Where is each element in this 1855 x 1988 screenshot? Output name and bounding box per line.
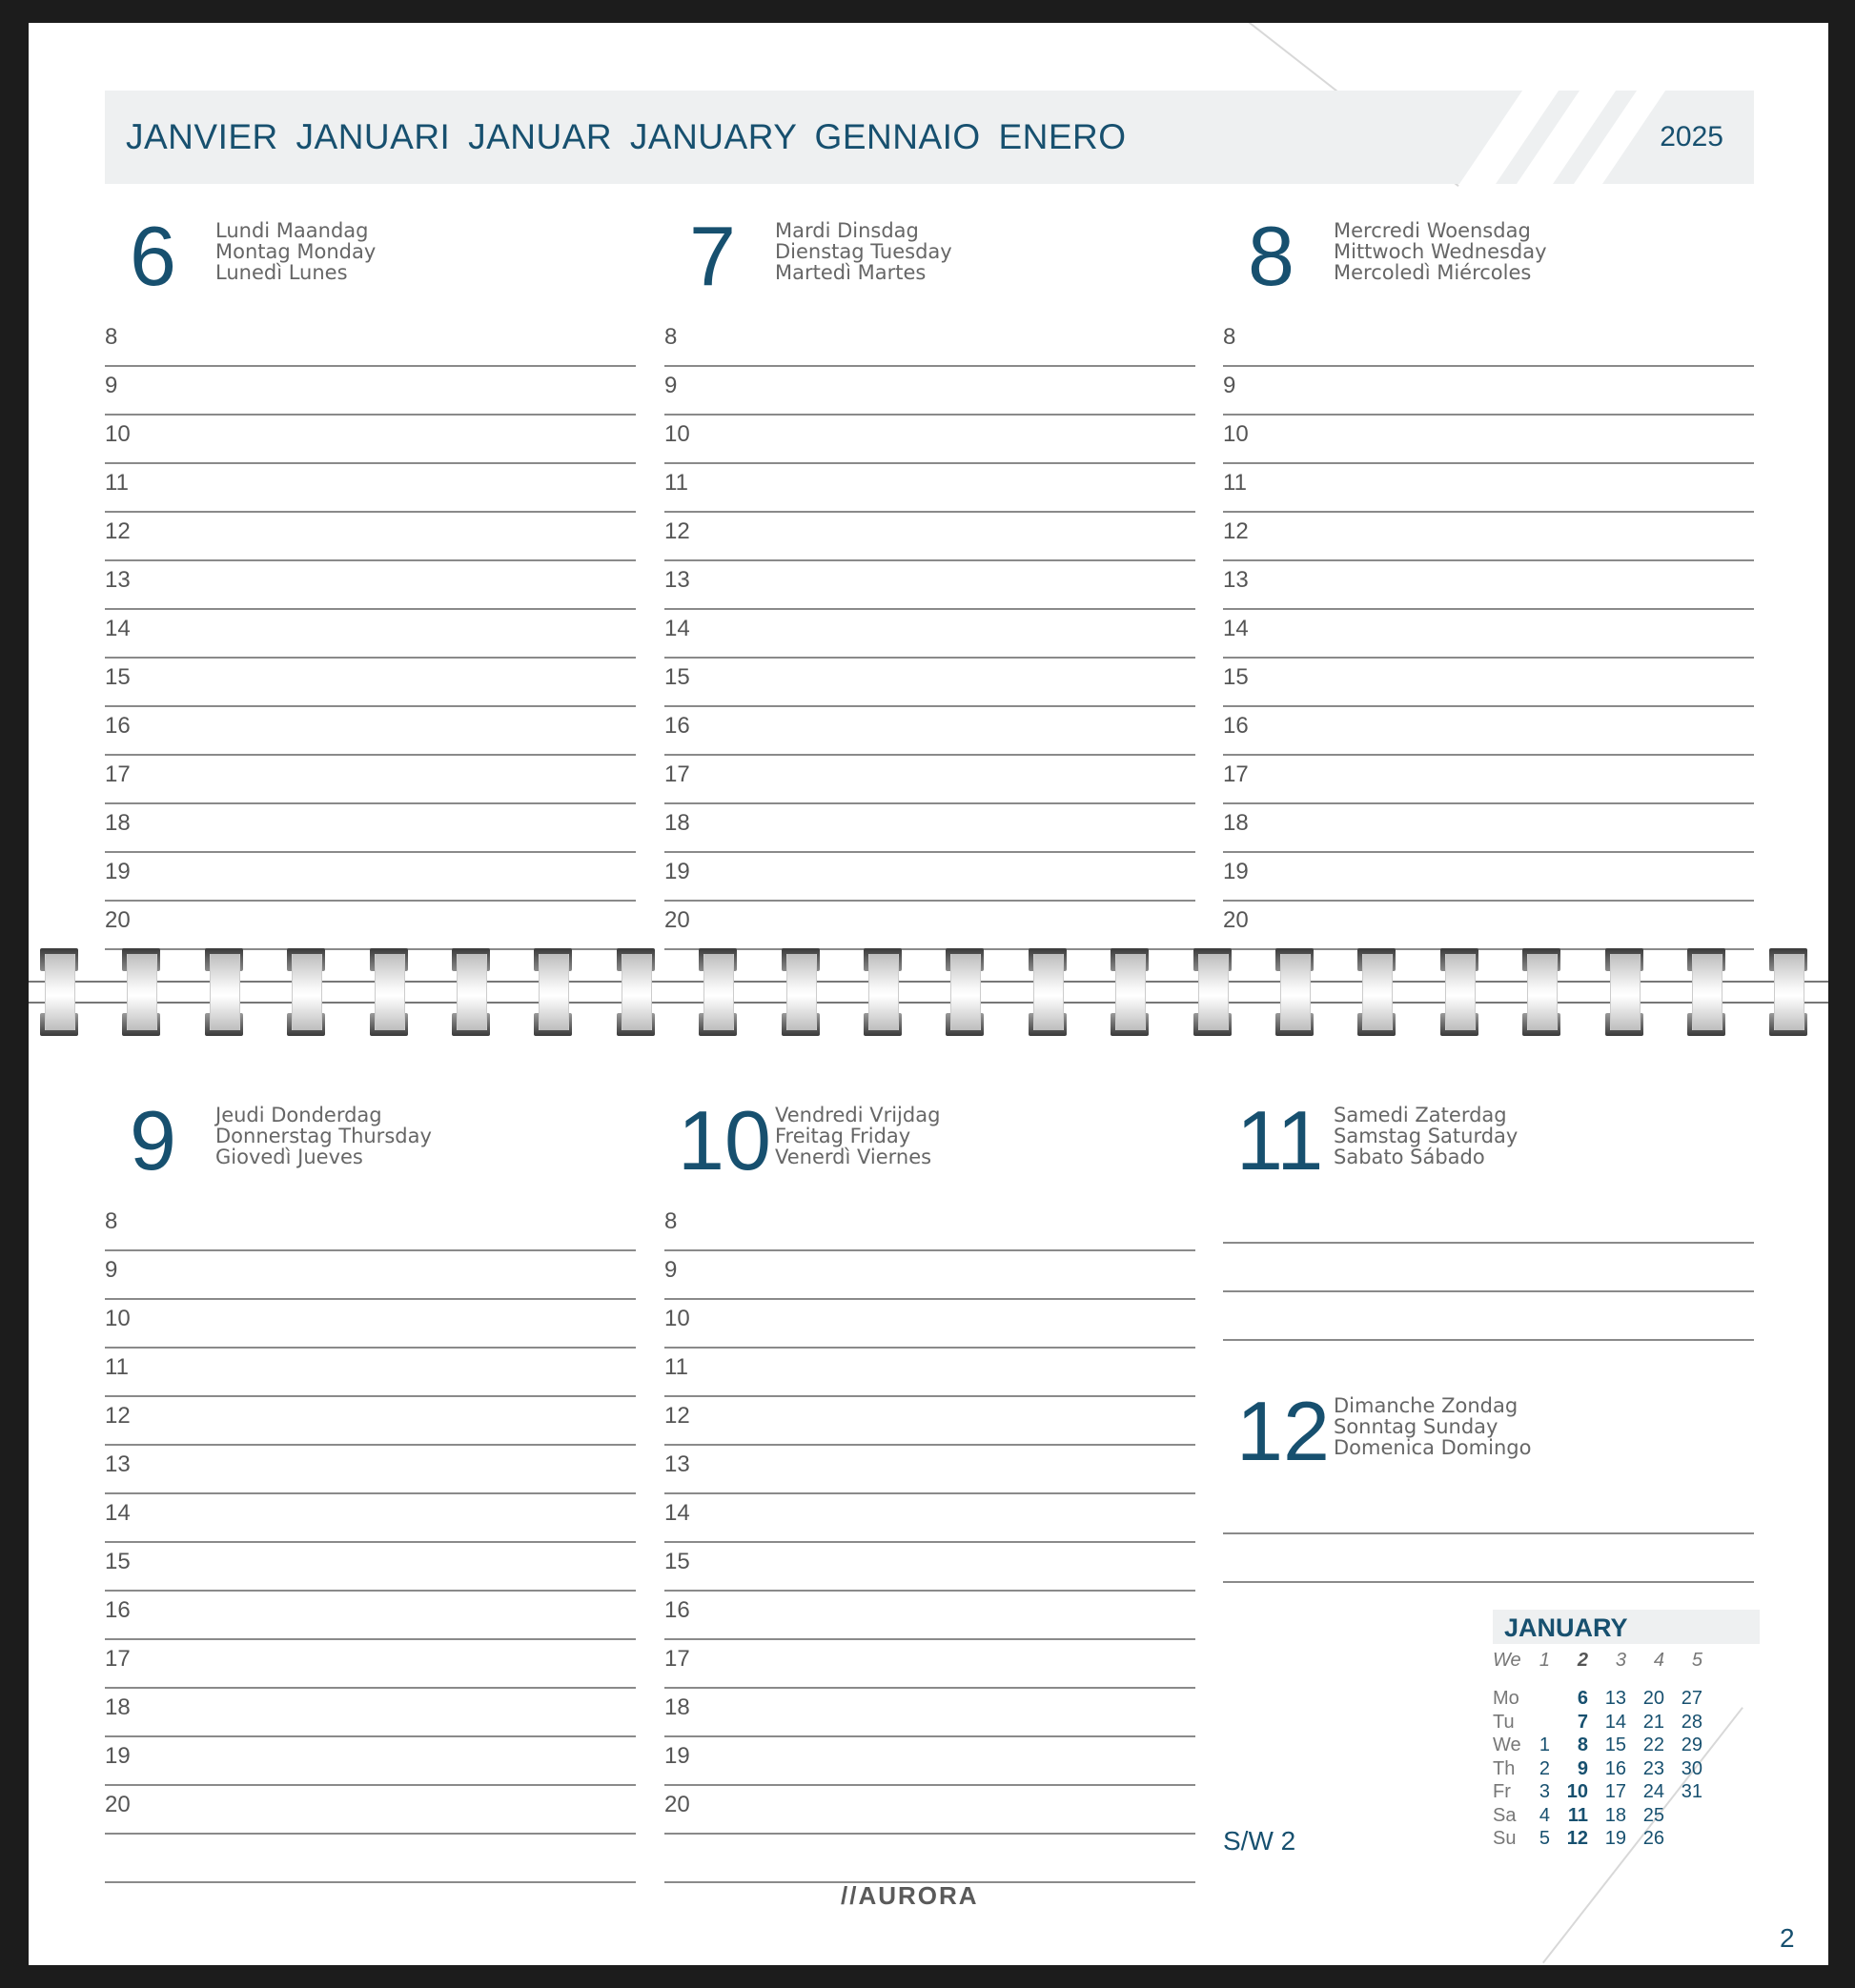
hour-label: 11 — [105, 470, 129, 496]
mini-calendar-day: 5 — [1539, 1828, 1550, 1849]
hour-row[interactable] — [105, 1786, 636, 1835]
hour-row[interactable] — [664, 1494, 1195, 1543]
hour-label: 9 — [105, 373, 118, 398]
mini-calendar-day: 29 — [1681, 1734, 1702, 1755]
day-names — [775, 1105, 940, 1167]
hour-row[interactable] — [105, 1251, 636, 1300]
day-column-friday — [664, 1093, 1195, 1883]
day-names — [1334, 1105, 1518, 1167]
planner-page — [29, 23, 1828, 1965]
month-title: JANVIER JANUARI JANUAR JANUARY GENNAIO ENERO — [126, 117, 1127, 156]
hour-label: 15 — [664, 1549, 690, 1574]
hour-row[interactable] — [105, 902, 636, 950]
writing-line[interactable] — [105, 1835, 636, 1883]
mini-calendar-day-current-week: 11 — [1567, 1804, 1588, 1826]
hour-label: 17 — [105, 1646, 131, 1672]
hour-row[interactable] — [105, 1397, 636, 1446]
hour-label: 11 — [1223, 470, 1247, 496]
mini-calendar-day-current-week: 6 — [1577, 1688, 1588, 1709]
day-name-line: Jeudi Donderdag — [215, 1104, 382, 1126]
hour-row[interactable] — [664, 367, 1195, 416]
hour-label: 11 — [105, 1354, 129, 1380]
hour-row[interactable] — [664, 318, 1195, 367]
mini-calendar — [1493, 1610, 1760, 1852]
hour-label: 8 — [664, 324, 678, 350]
mini-calendar-day-current-week: 7 — [1577, 1711, 1588, 1733]
hour-label: 11 — [664, 470, 688, 496]
weekday-label: Th — [1493, 1757, 1516, 1779]
hour-label: 10 — [105, 421, 131, 447]
hour-label: 13 — [105, 567, 131, 593]
hour-row[interactable] — [1223, 902, 1754, 950]
hour-row[interactable] — [105, 1543, 636, 1592]
hour-row[interactable] — [664, 1786, 1195, 1835]
writing-line[interactable] — [1223, 1290, 1754, 1292]
mini-calendar-day: 1 — [1539, 1734, 1550, 1755]
hour-row[interactable] — [1223, 804, 1754, 853]
hour-row[interactable] — [105, 318, 636, 367]
hour-label: 14 — [105, 1500, 131, 1526]
week-number-row — [1493, 1650, 1760, 1688]
hour-row[interactable] — [1223, 707, 1754, 756]
weekday-label: Sa — [1493, 1804, 1517, 1826]
hour-label: 18 — [1223, 810, 1249, 836]
day-name-line: Freitag Friday — [775, 1125, 911, 1147]
hour-label: 13 — [664, 567, 690, 593]
weekday-label: Mo — [1493, 1688, 1519, 1709]
hour-row[interactable] — [664, 610, 1195, 659]
hour-row[interactable] — [1223, 416, 1754, 464]
hour-row[interactable] — [1223, 610, 1754, 659]
hour-row[interactable] — [105, 1349, 636, 1397]
hour-label: 16 — [105, 1597, 131, 1623]
mini-calendar-grid — [1493, 1650, 1760, 1852]
binding-ring — [782, 948, 820, 1036]
day-column-wednesday — [1223, 209, 1754, 950]
hour-list — [1223, 318, 1754, 950]
hour-label: 8 — [1223, 324, 1236, 350]
week-number: 4 — [1653, 1650, 1664, 1671]
binding-ring — [370, 948, 408, 1036]
binding-ring — [1029, 948, 1067, 1036]
week-label: We — [1493, 1650, 1521, 1671]
binding-ring — [946, 948, 984, 1036]
hour-row[interactable] — [664, 756, 1195, 804]
week-number-current: 2 — [1577, 1650, 1588, 1671]
hour-row[interactable] — [105, 1737, 636, 1786]
mini-calendar-day: 20 — [1642, 1688, 1664, 1709]
day-name-line: Giovedì Jueves — [215, 1146, 363, 1168]
hour-row[interactable] — [1223, 513, 1754, 561]
hour-row[interactable] — [105, 756, 636, 804]
mini-calendar-row — [1493, 1688, 1760, 1712]
day-column-tuesday — [664, 209, 1195, 950]
hour-row[interactable] — [664, 416, 1195, 464]
hour-row[interactable] — [105, 853, 636, 902]
mini-calendar-day: 27 — [1681, 1688, 1702, 1709]
binding-ring — [1440, 948, 1478, 1036]
mini-calendar-row — [1493, 1758, 1760, 1782]
hour-list — [664, 318, 1195, 950]
hour-label: 9 — [664, 373, 678, 398]
hour-row[interactable] — [1223, 318, 1754, 367]
hour-row[interactable] — [105, 513, 636, 561]
mini-calendar-day-current-week: 12 — [1566, 1828, 1588, 1849]
day-name-line: Sonntag Sunday — [1334, 1415, 1498, 1438]
hour-row[interactable] — [1223, 464, 1754, 513]
mini-calendar-day: 22 — [1642, 1734, 1664, 1755]
writing-line[interactable] — [1223, 1339, 1754, 1341]
day-header — [1223, 1384, 1754, 1493]
binding-ring — [1605, 948, 1643, 1036]
day-name-line: Lunedì Lunes — [215, 261, 348, 284]
hour-label: 10 — [664, 421, 690, 447]
hour-label: 18 — [105, 1694, 131, 1720]
hour-label: 18 — [664, 1694, 690, 1720]
mini-calendar-title: JANUARY — [1493, 1610, 1760, 1644]
day-name-line: Domenica Domingo — [1334, 1436, 1532, 1459]
hour-row[interactable] — [664, 464, 1195, 513]
day-number: 8 — [1248, 209, 1294, 303]
binding-ring — [617, 948, 655, 1036]
day-name-line: Mercredi Woensdag — [1334, 219, 1531, 242]
hour-row[interactable] — [105, 1640, 636, 1689]
hour-list — [105, 318, 636, 950]
hour-row[interactable] — [105, 804, 636, 853]
hour-row[interactable] — [1223, 659, 1754, 707]
hour-label: 17 — [105, 761, 131, 787]
hour-row[interactable] — [105, 561, 636, 610]
binding-ring — [1111, 948, 1149, 1036]
mini-calendar-day: 14 — [1604, 1711, 1626, 1733]
hour-row[interactable] — [105, 1592, 636, 1640]
hour-list — [105, 1203, 636, 1883]
day-number: 7 — [689, 209, 736, 303]
spiral-binding — [29, 944, 1828, 1040]
mini-calendar-day: 25 — [1642, 1804, 1664, 1826]
hour-label: 19 — [105, 1743, 131, 1769]
page-number: 2 — [1780, 1923, 1795, 1953]
hour-label: 12 — [105, 1403, 131, 1429]
hour-row[interactable] — [664, 707, 1195, 756]
day-number: 9 — [130, 1093, 176, 1187]
hour-row[interactable] — [105, 610, 636, 659]
day-name-line: Vendredi Vrijdag — [775, 1104, 941, 1126]
weekday-label: We — [1493, 1734, 1521, 1755]
day-name-line: Donnerstag Thursday — [215, 1125, 432, 1147]
hour-row[interactable] — [664, 1592, 1195, 1640]
day-header — [105, 1093, 636, 1203]
hour-list — [664, 1203, 1195, 1883]
hour-label: 13 — [105, 1451, 131, 1477]
day-names — [215, 220, 376, 283]
hour-label: 18 — [664, 810, 690, 836]
mini-calendar-day: 21 — [1642, 1711, 1664, 1733]
hour-row[interactable] — [664, 513, 1195, 561]
hour-label: 19 — [1223, 859, 1249, 884]
hour-label: 14 — [105, 616, 131, 641]
mini-calendar-day-current-week: 9 — [1577, 1757, 1588, 1779]
binding-ring — [699, 948, 737, 1036]
hour-row[interactable] — [664, 902, 1195, 950]
hour-row[interactable] — [664, 1737, 1195, 1786]
day-column-monday — [105, 209, 636, 950]
hour-label: 13 — [664, 1451, 690, 1477]
hour-label: 10 — [664, 1306, 690, 1331]
writing-line[interactable] — [1223, 1532, 1754, 1534]
hour-row[interactable] — [105, 464, 636, 513]
day-name-line: Dimanche Zondag — [1334, 1394, 1519, 1417]
hour-label: 9 — [1223, 373, 1236, 398]
binding-ring — [122, 948, 160, 1036]
binding-ring — [1769, 948, 1807, 1036]
writing-line[interactable] — [664, 1835, 1195, 1883]
day-name-line: Mercoledì Miércoles — [1334, 261, 1532, 284]
hour-row[interactable] — [664, 1300, 1195, 1349]
hour-label: 14 — [1223, 616, 1249, 641]
hour-row[interactable] — [105, 1494, 636, 1543]
hour-row[interactable] — [105, 1300, 636, 1349]
hour-row[interactable] — [664, 659, 1195, 707]
hour-label: 8 — [105, 324, 118, 350]
mini-calendar-day: 13 — [1604, 1688, 1626, 1709]
mini-calendar-day: 3 — [1539, 1781, 1550, 1802]
mini-calendar-row — [1493, 1805, 1760, 1829]
hour-label: 17 — [1223, 761, 1249, 787]
hour-row[interactable] — [664, 853, 1195, 902]
hour-row[interactable] — [105, 707, 636, 756]
hour-label: 20 — [105, 1792, 131, 1817]
hour-row[interactable] — [105, 1203, 636, 1251]
writing-line[interactable] — [1223, 1581, 1754, 1583]
hour-row[interactable] — [1223, 367, 1754, 416]
hour-label: 19 — [664, 859, 690, 884]
hour-label: 14 — [664, 1500, 690, 1526]
mini-calendar-day: 26 — [1642, 1828, 1664, 1849]
binding-ring — [864, 948, 902, 1036]
hour-label: 16 — [1223, 713, 1249, 739]
binding-ring — [534, 948, 572, 1036]
binding-ring — [40, 948, 78, 1036]
mini-calendar-day: 30 — [1681, 1757, 1702, 1779]
hour-label: 20 — [105, 907, 131, 933]
hour-label: 12 — [1223, 518, 1249, 544]
hour-row[interactable] — [664, 1397, 1195, 1446]
binding-ring — [1193, 948, 1232, 1036]
hour-label: 14 — [664, 616, 690, 641]
mini-calendar-day: 24 — [1642, 1781, 1664, 1802]
day-header — [664, 1093, 1195, 1203]
mini-calendar-day-current-week: 10 — [1566, 1781, 1588, 1802]
hour-row[interactable] — [664, 1543, 1195, 1592]
day-name-line: Samstag Saturday — [1334, 1125, 1519, 1147]
hour-label: 16 — [664, 1597, 690, 1623]
day-number: 11 — [1236, 1093, 1324, 1187]
hour-row[interactable] — [105, 416, 636, 464]
weekday-label: Su — [1493, 1828, 1517, 1849]
mini-calendar-row — [1493, 1828, 1760, 1852]
binding-ring — [1522, 948, 1560, 1036]
day-header — [1223, 209, 1754, 318]
mini-calendar-day: 19 — [1604, 1828, 1626, 1849]
hour-row[interactable] — [664, 804, 1195, 853]
hour-row[interactable] — [664, 561, 1195, 610]
hour-row[interactable] — [105, 1446, 636, 1494]
hour-row[interactable] — [105, 659, 636, 707]
week-number-label: S/W 2 — [1223, 1826, 1296, 1856]
day-names — [1334, 220, 1547, 283]
hour-label: 19 — [105, 859, 131, 884]
mini-calendar-day: 17 — [1604, 1781, 1626, 1802]
day-number: 12 — [1236, 1384, 1330, 1478]
week-number: 3 — [1615, 1650, 1626, 1671]
brand-logo: //AURORA — [841, 1881, 979, 1910]
hour-row[interactable] — [664, 1446, 1195, 1494]
day-names — [215, 1105, 432, 1167]
hour-row[interactable] — [1223, 756, 1754, 804]
binding-ring — [1357, 948, 1396, 1036]
day-name-line: Mittwoch Wednesday — [1334, 240, 1547, 263]
day-header — [105, 209, 636, 318]
binding-ring — [205, 948, 243, 1036]
mini-calendar-day: 4 — [1539, 1804, 1550, 1826]
hour-label: 17 — [664, 761, 690, 787]
hour-row[interactable] — [664, 1203, 1195, 1251]
hour-label: 12 — [664, 518, 690, 544]
day-column-thursday — [105, 1093, 636, 1883]
hour-label: 9 — [105, 1257, 118, 1283]
hour-label: 10 — [105, 1306, 131, 1331]
hour-row[interactable] — [105, 367, 636, 416]
hour-label: 8 — [664, 1208, 678, 1234]
day-names — [775, 220, 952, 283]
hour-label: 15 — [1223, 664, 1249, 690]
hour-row[interactable] — [664, 1689, 1195, 1737]
hour-row[interactable] — [1223, 853, 1754, 902]
hour-label: 12 — [105, 518, 131, 544]
hour-label: 8 — [105, 1208, 118, 1234]
week-number: 5 — [1691, 1650, 1702, 1671]
day-header — [664, 209, 1195, 318]
day-name-line: Sabato Sábado — [1334, 1146, 1485, 1168]
hour-row[interactable] — [1223, 561, 1754, 610]
hour-label: 12 — [664, 1403, 690, 1429]
hour-label: 13 — [1223, 567, 1249, 593]
hour-label: 16 — [105, 713, 131, 739]
hour-label: 20 — [664, 1792, 690, 1817]
hour-label: 16 — [664, 713, 690, 739]
hour-row[interactable] — [664, 1640, 1195, 1689]
hour-label: 18 — [105, 810, 131, 836]
day-number: 6 — [130, 209, 176, 303]
mini-calendar-day: 28 — [1681, 1711, 1702, 1733]
binding-ring — [1687, 948, 1725, 1036]
hour-label: 11 — [664, 1354, 688, 1380]
mini-calendar-row — [1493, 1781, 1760, 1805]
day-column-sunday — [1223, 1384, 1754, 1579]
day-number: 10 — [678, 1093, 771, 1187]
hour-label: 17 — [664, 1646, 690, 1672]
year-label: 2025 — [1660, 121, 1723, 152]
binding-ring — [287, 948, 325, 1036]
hour-label: 9 — [664, 1257, 678, 1283]
writing-line[interactable] — [1223, 1242, 1754, 1244]
mini-calendar-day: 15 — [1604, 1734, 1626, 1755]
mini-calendar-day: 23 — [1642, 1757, 1664, 1779]
day-name-line: Mardi Dinsdag — [775, 219, 919, 242]
mini-calendar-row — [1493, 1712, 1760, 1735]
hour-row[interactable] — [105, 1689, 636, 1737]
day-name-line: Montag Monday — [215, 240, 377, 263]
day-header — [1223, 1093, 1754, 1203]
day-name-line: Venerdì Viernes — [775, 1146, 932, 1168]
hour-row[interactable] — [664, 1251, 1195, 1300]
mini-calendar-day: 18 — [1604, 1804, 1626, 1826]
hour-label: 15 — [664, 664, 690, 690]
day-name-line: Samedi Zaterdag — [1334, 1104, 1507, 1126]
hour-label: 10 — [1223, 421, 1249, 447]
mini-calendar-day: 16 — [1604, 1757, 1626, 1779]
binding-ring — [1275, 948, 1314, 1036]
day-name-line: Martedì Martes — [775, 261, 927, 284]
mini-calendar-row — [1493, 1734, 1760, 1758]
weekday-label: Fr — [1493, 1781, 1511, 1802]
month-header — [105, 91, 1754, 184]
mini-calendar-day-current-week: 8 — [1577, 1734, 1588, 1755]
mini-calendar-day: 2 — [1539, 1757, 1550, 1779]
week-number: 1 — [1539, 1650, 1550, 1671]
hour-label: 20 — [664, 907, 690, 933]
day-names — [1334, 1395, 1531, 1458]
hour-label: 20 — [1223, 907, 1249, 933]
hour-row[interactable] — [664, 1349, 1195, 1397]
binding-ring — [452, 948, 490, 1036]
weekday-label: Tu — [1493, 1711, 1515, 1733]
hour-label: 19 — [664, 1743, 690, 1769]
day-name-line: Lundi Maandag — [215, 219, 369, 242]
hour-label: 15 — [105, 1549, 131, 1574]
hour-label: 15 — [105, 664, 131, 690]
mini-calendar-day: 31 — [1681, 1781, 1702, 1802]
day-name-line: Dienstag Tuesday — [775, 240, 952, 263]
